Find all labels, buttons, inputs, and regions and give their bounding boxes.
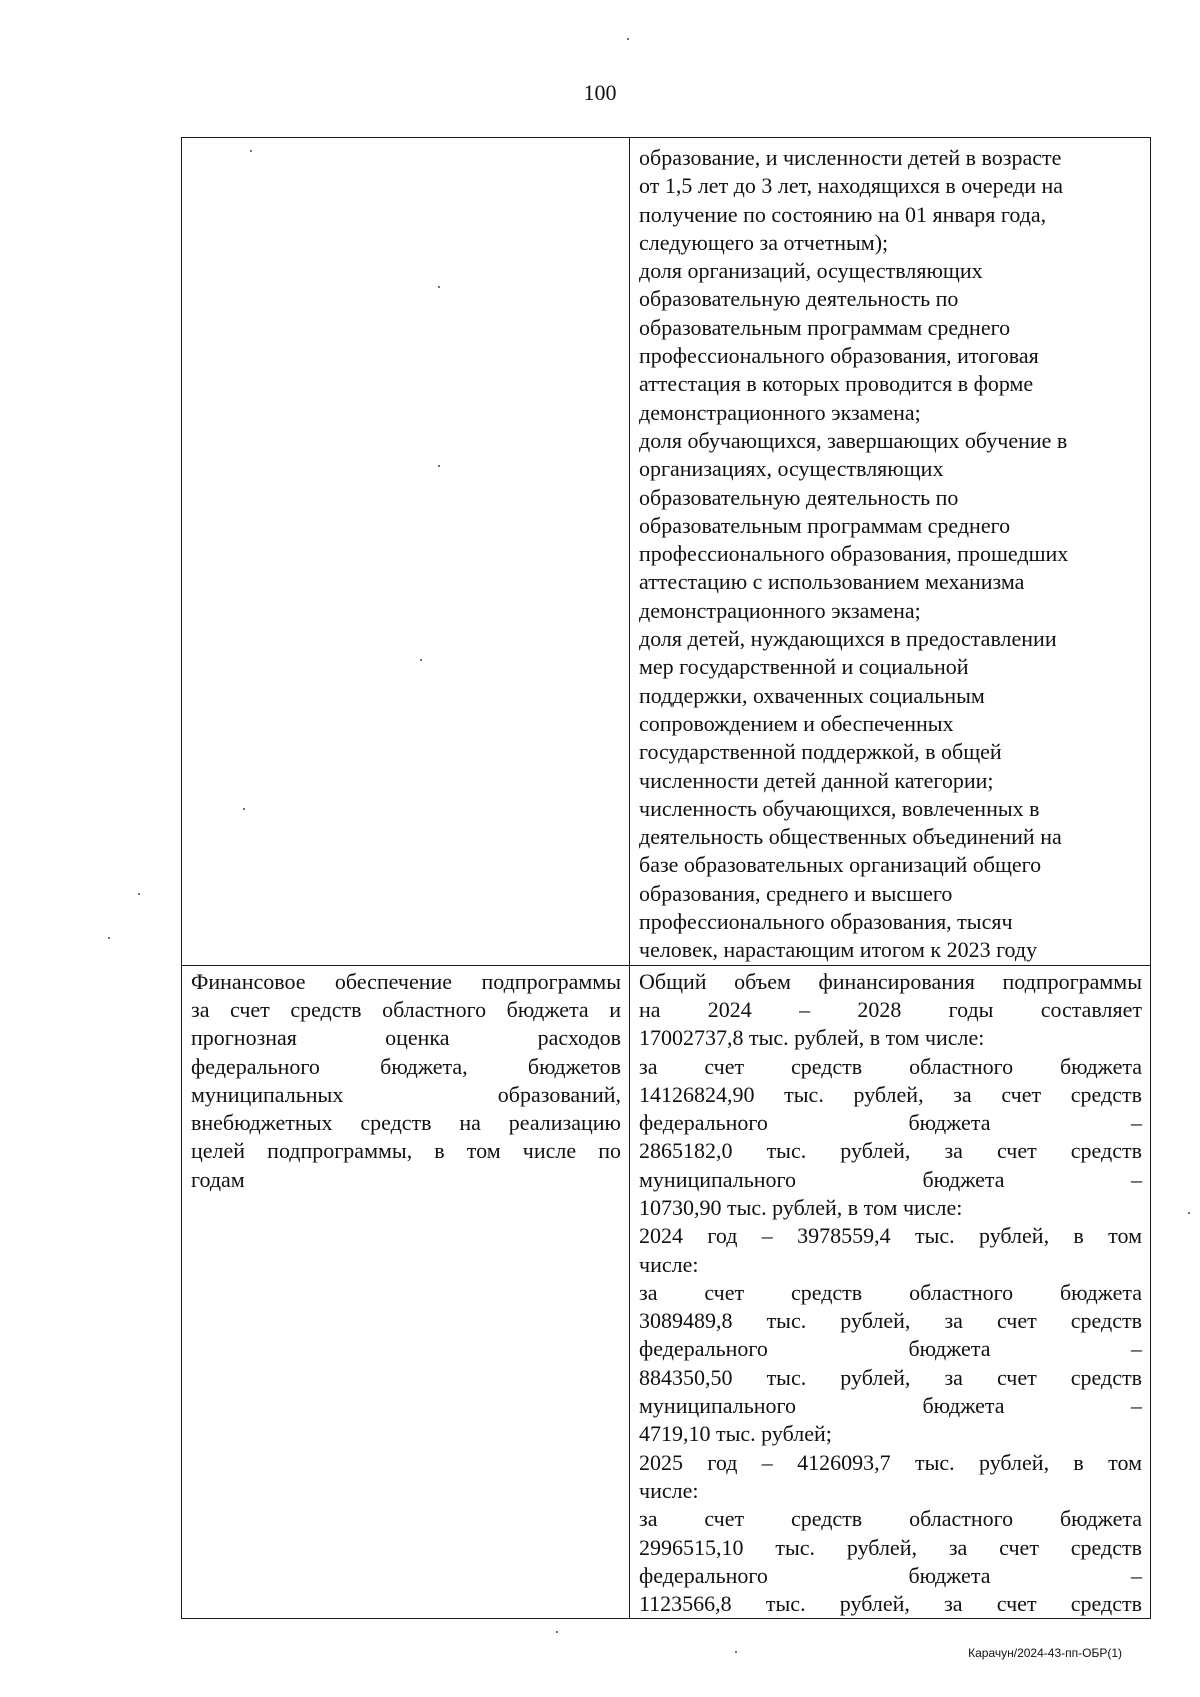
text-line: численности детей данной категории; <box>639 767 994 793</box>
text-line: 3089489,8 тыс. рублей, за счет средств <box>639 1308 1142 1334</box>
scan-speck <box>556 1631 558 1633</box>
text-line: федерального бюджета, бюджетов <box>191 1053 621 1079</box>
row1-right-cell <box>630 138 1151 966</box>
text-line: доля детей, нуждающихся в предоставлении <box>639 626 1057 652</box>
text-line: Финансовое обеспечение подпрограммы <box>191 968 621 994</box>
table-row-indicators <box>182 138 1151 966</box>
text-line: 1123566,8 тыс. рублей, за счет средств <box>639 1591 1142 1617</box>
text-line: получение по состоянию на 01 января года, <box>639 201 1047 227</box>
text-line: федерального бюджета – <box>639 1562 1142 1588</box>
text-line: федерального бюджета – <box>639 1110 1142 1136</box>
text-line: образовательную деятельность по <box>639 484 959 510</box>
text-line: 2025 год – 4126093,7 тыс. рублей, в том <box>639 1449 1142 1475</box>
text-line: профессионального образования, прошедших <box>639 541 1069 567</box>
text-line: образовательным программам среднего <box>639 512 1011 538</box>
text-line: 2996515,10 тыс. рублей, за счет средств <box>639 1534 1142 1560</box>
text-line: 10730,90 тыс. рублей, в том числе: <box>639 1194 963 1220</box>
text-line: 17002737,8 тыс. рублей, в том числе: <box>639 1025 985 1051</box>
text-line: профессионального образования, тысяч <box>639 909 1013 935</box>
row2-right-cell <box>630 965 1151 1619</box>
text-line: образовательным программам среднего <box>639 314 1011 340</box>
text-line: числе: <box>639 1477 699 1503</box>
text-line: муниципального бюджета – <box>639 1166 1142 1192</box>
text-line: человек, нарастающим итогом к 2023 году <box>639 937 1038 963</box>
table-row-financing <box>182 965 1151 1619</box>
document-code: Карачун/2024-43-пп-ОБР(1) <box>968 1646 1122 1660</box>
text-line: от 1,5 лет до 3 лет, находящихся в очереди на <box>639 173 1064 199</box>
scan-speck <box>1188 1212 1190 1214</box>
text-line: числе: <box>639 1251 699 1277</box>
text-line: мер государственной и социальной <box>639 654 969 680</box>
row1-left-cell <box>182 138 630 966</box>
text-line: муниципальных образований, <box>191 1081 621 1107</box>
page-number: 100 <box>583 80 617 105</box>
text-line: профессионального образования, итоговая <box>639 343 1039 369</box>
text-line: аттестация в которых проводится в форме <box>639 371 1034 397</box>
scan-speck <box>438 465 440 467</box>
financing-amounts-text <box>639 968 1142 1619</box>
row2-left-cell <box>182 965 630 1619</box>
scan-speck <box>250 150 252 152</box>
text-line: 4719,10 тыс. рублей; <box>639 1421 832 1447</box>
text-line: доля обучающихся, завершающих обучение в <box>639 427 1068 453</box>
text-line: государственной поддержкой, в общей <box>639 739 1002 765</box>
scan-speck <box>627 38 629 40</box>
text-line: за счет средств областного бюджета <box>639 1053 1142 1079</box>
text-line: за счет средств областного бюджета <box>639 1279 1142 1305</box>
text-line: целей подпрограммы, в том числе по <box>191 1138 621 1164</box>
scan-speck <box>735 1651 737 1653</box>
text-line: сопровождением и обеспеченных <box>639 710 954 736</box>
text-line: прогнозная оценка расходов <box>191 1025 621 1051</box>
financing-heading-text <box>191 968 621 1194</box>
text-line: базе образовательных организаций общего <box>639 852 1042 878</box>
text-line: 14126824,90 тыс. рублей, за счет средств <box>639 1081 1142 1107</box>
text-line: аттестацию с использованием механизма <box>639 569 1025 595</box>
text-line: образовательную деятельность по <box>639 286 959 312</box>
text-line: за счет средств областного бюджета и <box>191 996 621 1022</box>
text-line: внебюджетных средств на реализацию <box>191 1110 621 1136</box>
text-line: муниципального бюджета – <box>639 1393 1142 1419</box>
indicators-text <box>639 144 1142 965</box>
text-line: образования, среднего и высшего <box>639 880 953 906</box>
text-line: численность обучающихся, вовлеченных в <box>639 795 1040 821</box>
text-line: на 2024 – 2028 годы составляет <box>639 996 1142 1022</box>
scan-speck <box>420 659 422 661</box>
text-line: демонстрационного экзамена; <box>639 597 921 623</box>
scan-speck <box>438 286 440 288</box>
text-line: деятельность общественных объединений на <box>639 824 1062 850</box>
scan-speck <box>108 937 110 939</box>
text-line: поддержки, охваченных социальным <box>639 682 985 708</box>
text-line: демонстрационного экзамена; <box>639 399 921 425</box>
text-line: организациях, осуществляющих <box>639 456 944 482</box>
text-line: за счет средств областного бюджета <box>639 1506 1142 1532</box>
text-line: 2865182,0 тыс. рублей, за счет средств <box>639 1138 1142 1164</box>
text-line: Общий объем финансирования подпрограммы <box>639 968 1142 994</box>
scan-speck <box>138 893 140 895</box>
text-line: следующего за отчетным); <box>639 229 889 255</box>
text-line: федерального бюджета – <box>639 1336 1142 1362</box>
text-line: доля организаций, осуществляющих <box>639 258 983 284</box>
text-line: годам <box>191 1166 245 1192</box>
text-line: 884350,50 тыс. рублей, за счет средств <box>639 1364 1142 1390</box>
text-line: образование, и численности детей в возрасте <box>639 145 1062 170</box>
scan-speck <box>243 808 245 810</box>
text-line: 2024 год – 3978559,4 тыс. рублей, в том <box>639 1223 1142 1249</box>
passport-table <box>181 137 1151 1619</box>
